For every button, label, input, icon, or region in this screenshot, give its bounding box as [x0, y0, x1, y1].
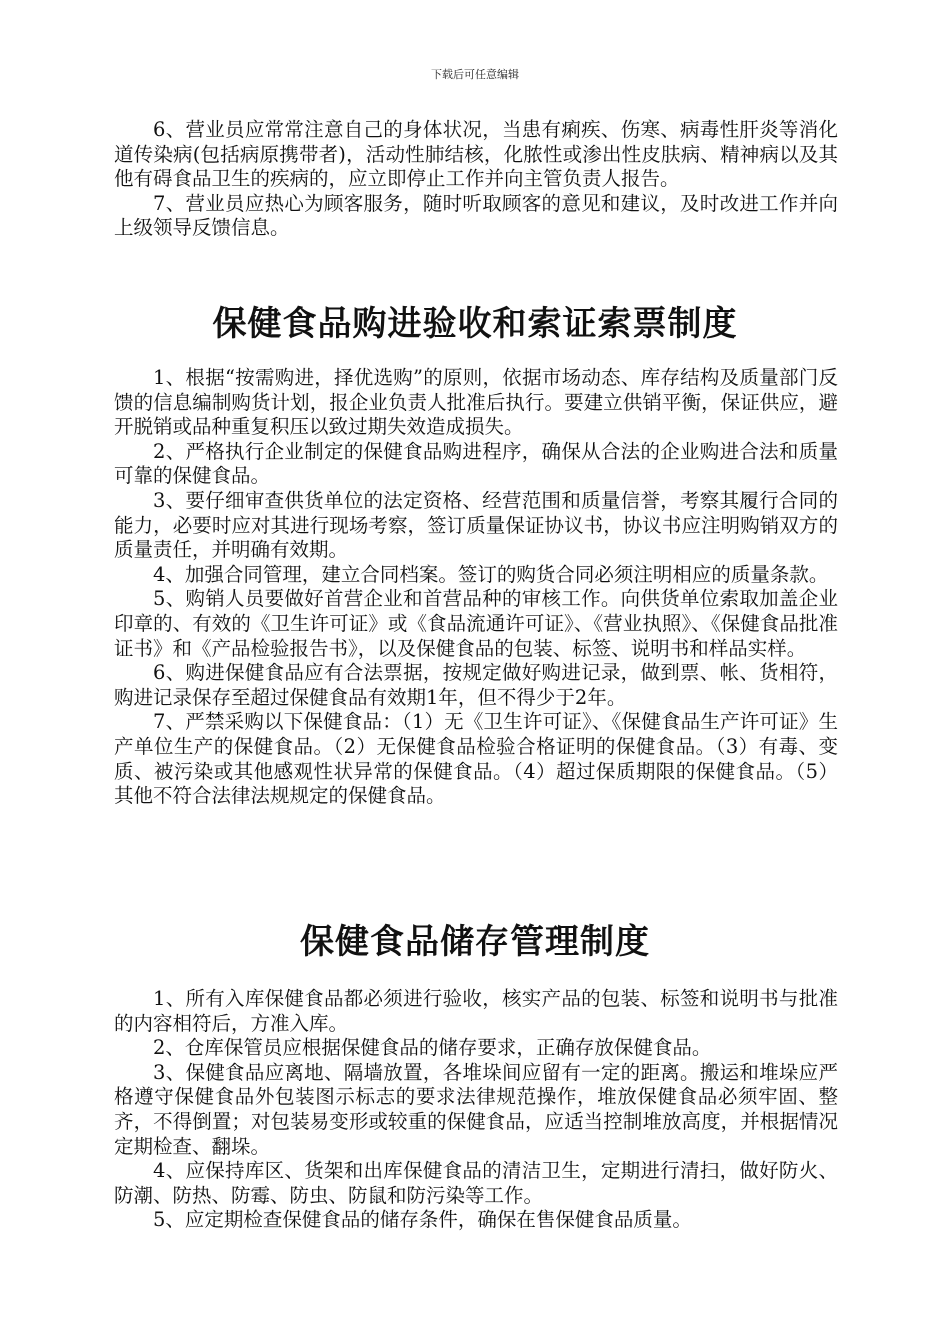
- section-body: [114, 366, 838, 809]
- paragraph: 6、购进保健食品应有合法票据，按规定做好购进记录，做到票、帐、货相符，购进记录保存至超过保健食品有效期1年，但不得少于2年。: [114, 661, 838, 709]
- header-note: 下载后可任意编辑: [431, 68, 519, 81]
- paragraph: 5、购销人员要做好首营企业和首营品种的审核工作。向供货单位索取加盖企业印章的、有效的《卫生许可证》或《食品流通许可证》、《营业执照》、《保健食品批准证书》和《产品检验报告书》，以及保健食品的包装、标签、说明书和样品实样。: [114, 587, 838, 660]
- paragraph: 4、加强合同管理，建立合同档案。签订的购货合同必须注明相应的质量条款。: [153, 562, 829, 586]
- paragraph: 3、保健食品应离地、隔墙放置，各堆垛间应留有一定的距离。搬运和堆垛应严格遵守保健食品外包装图示标志的要求法律规范操作，堆放保健食品必须牢固、整齐，不得倒置；对包装易变形或较重的保健食品，应适当控制堆放高度，并根据情况定期检查、翻垛。: [114, 1060, 838, 1158]
- section-body: [114, 987, 838, 1233]
- paragraph: 7、营业员应热心为顾客服务，随时听取顾客的意见和建议，及时改进工作并向上级领导反馈信息。: [114, 191, 838, 240]
- paragraph: 6、营业员应常常注意自己的身体状况，当患有痢疾、伤寒、病毒性肝炎等消化道传染病(包括病原携带者)，活动性肺结核，化脓性或渗出性皮肤病、精神病以及其他有碍食品卫生的疾病的，应立即停止工作并向主管负责人报告。: [114, 118, 838, 191]
- paragraph: 4、应保持库区、货架和出库保健食品的清洁卫生，定期进行清扫，做好防火、防潮、防热、防霉、防虫、防鼠和防污染等工作。: [114, 1159, 838, 1207]
- intro-block: [114, 118, 838, 241]
- paragraph: 5、应定期检查保健食品的储存条件，确保在售保健食品质量。: [153, 1208, 692, 1232]
- paragraph: 2、严格执行企业制定的保健食品购进程序，确保从合法的企业购进合法和质量可靠的保健食品。: [114, 439, 838, 488]
- paragraph: 1、所有入库保健食品都必须进行验收，核实产品的包装、标签和说明书与批准的内容相符后，方准入库。: [114, 987, 838, 1035]
- paragraph: 3、要仔细审查供货单位的法定资格、经营范围和质量信誉，考察其履行合同的能力，必要时应对其进行现场考察，签订质量保证协议书，协议书应注明购销双方的质量责任，并明确有效期。: [114, 488, 838, 562]
- section-title: 保健食品购进验收和索证索票制度: [212, 304, 738, 344]
- paragraph: 7、严禁采购以下保健食品：（1）无《卫生许可证》、《保健食品生产许可证》生产单位生产的保健食品。（2）无保健食品检验合格证明的保健食品。（3）有毒、变质、被污染或其他感观性状异常的保健食品。（4）超过保质期限的保健食品。（5）其他不符合法律法规规定的保健食品。: [114, 710, 838, 808]
- paragraph: 2、仓库保管员应根据保健食品的储存要求，正确存放保健食品。: [153, 1036, 712, 1060]
- section-title: 保健食品储存管理制度: [300, 922, 650, 962]
- paragraph: 1、根据“按需购进，择优选购”的原则，依据市场动态、库存结构及质量部门反馈的信息编制购货计划，报企业负责人批准后执行。要建立供销平衡，保证供应，避开脱销或品种重复积压以致过期失效造成损失。: [114, 366, 838, 439]
